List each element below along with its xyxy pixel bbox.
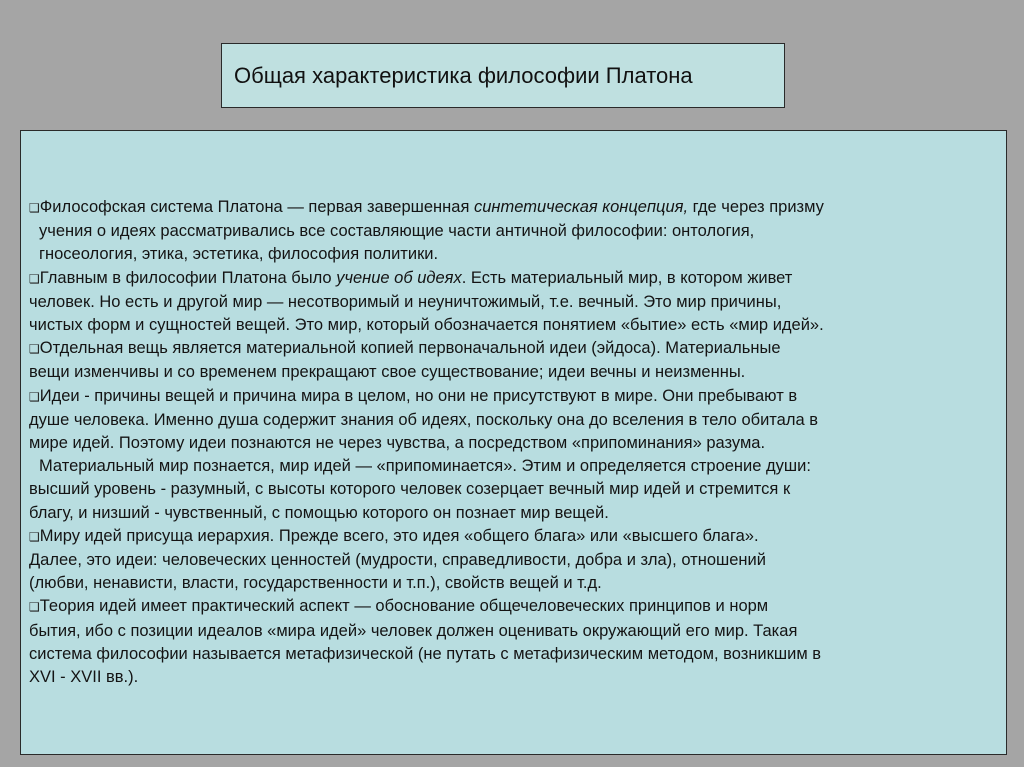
text-line bbox=[29, 572, 996, 595]
checkbox-bullet-icon: ❑ bbox=[29, 342, 40, 357]
line-text: мире идей. Поэтому идеи познаются не через чувства, а посредством «припоминания» разума. bbox=[29, 434, 766, 453]
line-text: бытия, ибо с позиции идеалов «мира идей» человек должен оценивать окружающий его мир. Такая bbox=[29, 621, 798, 640]
line-text: гносеология, этика, эстетика, философия политики. bbox=[39, 245, 439, 264]
line-text: Теория идей имеет практический аспект — обоснование общечеловеческих принципов и норм bbox=[39, 597, 769, 616]
text-line bbox=[29, 291, 996, 314]
text-line bbox=[29, 314, 996, 337]
text-line bbox=[29, 385, 996, 409]
emphasis-text: учение об идеях bbox=[336, 268, 462, 287]
line-text: учения о идеях рассматривались все составляющие части античной философии: онтология, bbox=[39, 222, 755, 241]
text-line bbox=[29, 502, 996, 525]
checkbox-bullet-icon: ❑ bbox=[29, 201, 40, 215]
text-line bbox=[29, 643, 996, 666]
line-text: XVI - XVII вв.). bbox=[29, 668, 139, 687]
text-line bbox=[29, 267, 996, 291]
line-text: вещи изменчивы и со временем прекращают свое существование; идеи вечны и неизменны. bbox=[29, 363, 746, 382]
checkbox-bullet-icon: ❑ bbox=[29, 271, 40, 286]
text-line bbox=[29, 666, 996, 689]
line-text: Миру идей присуща иерархия. Прежде всего, это идея «общего блага» или «высшего блага». bbox=[39, 526, 759, 545]
content-box bbox=[20, 130, 1007, 755]
text-line bbox=[29, 432, 996, 455]
text-line bbox=[29, 478, 996, 501]
line-text: человек. Но есть и другой мир — несотворимый и неуничтожимый, т.е. вечный. Это мир причины, bbox=[29, 292, 782, 311]
text-line bbox=[29, 549, 996, 572]
checkbox-bullet-icon: ❑ bbox=[29, 600, 40, 615]
line-text: Идеи - причины вещей и причина мира в целом, но они не присутствуют в мире. Они пребывают в bbox=[39, 386, 798, 405]
text-line bbox=[29, 595, 996, 619]
text-line bbox=[29, 525, 996, 549]
line-text: Философская система Платона — первая завершенная bbox=[39, 198, 474, 216]
text-line bbox=[29, 337, 996, 361]
line-text: чистых форм и сущностей вещей. Это мир, который обозначается понятием «бытие» есть «мир идей». bbox=[29, 316, 824, 335]
checkbox-bullet-icon: ❑ bbox=[29, 389, 40, 404]
text-line bbox=[29, 196, 996, 220]
line-text: где через призму bbox=[688, 198, 824, 216]
text-line bbox=[29, 620, 996, 643]
line-text: Материальный мир познается, мир идей — «припоминается». Этим и определяется строение души: bbox=[39, 457, 811, 476]
line-text: . Есть материальный мир, в котором живет bbox=[461, 268, 793, 287]
slide-title: Общая характеристика философии Платона bbox=[234, 62, 693, 88]
text-line bbox=[29, 243, 996, 266]
text-line bbox=[29, 409, 996, 432]
line-text: душе человека. Именно душа содержит знания об идеях, поскольку она до вселения в тело обитала в bbox=[29, 410, 818, 429]
line-text: Далее, это идеи: человеческих ценностей (мудрости, справедливости, добра и зла), отношений bbox=[29, 551, 766, 570]
text-line bbox=[29, 220, 996, 243]
text-line bbox=[29, 455, 996, 478]
line-text: Отдельная вещь является материальной копией первоначальной идеи (эйдоса). Материальные bbox=[39, 339, 781, 358]
emphasis-text: синтетическая концепция, bbox=[473, 198, 689, 216]
line-text: (любви, ненависти, власти, государственности и т.п.), свойств вещей и т.д. bbox=[29, 574, 602, 593]
line-text: система философии называется метафизической (не путать с метафизическим методом, возникшим в bbox=[29, 644, 822, 663]
checkbox-bullet-icon: ❑ bbox=[29, 529, 40, 544]
line-text: Главным в философии Платона было bbox=[39, 268, 337, 287]
text-line bbox=[29, 361, 996, 384]
line-text: благу, и низший - чувственный, с помощью которого он познает мир вещей. bbox=[29, 503, 609, 522]
title-box bbox=[221, 43, 785, 108]
line-text: высший уровень - разумный, с высоты которого человек созерцает вечный мир идей и стремится к bbox=[29, 480, 791, 499]
